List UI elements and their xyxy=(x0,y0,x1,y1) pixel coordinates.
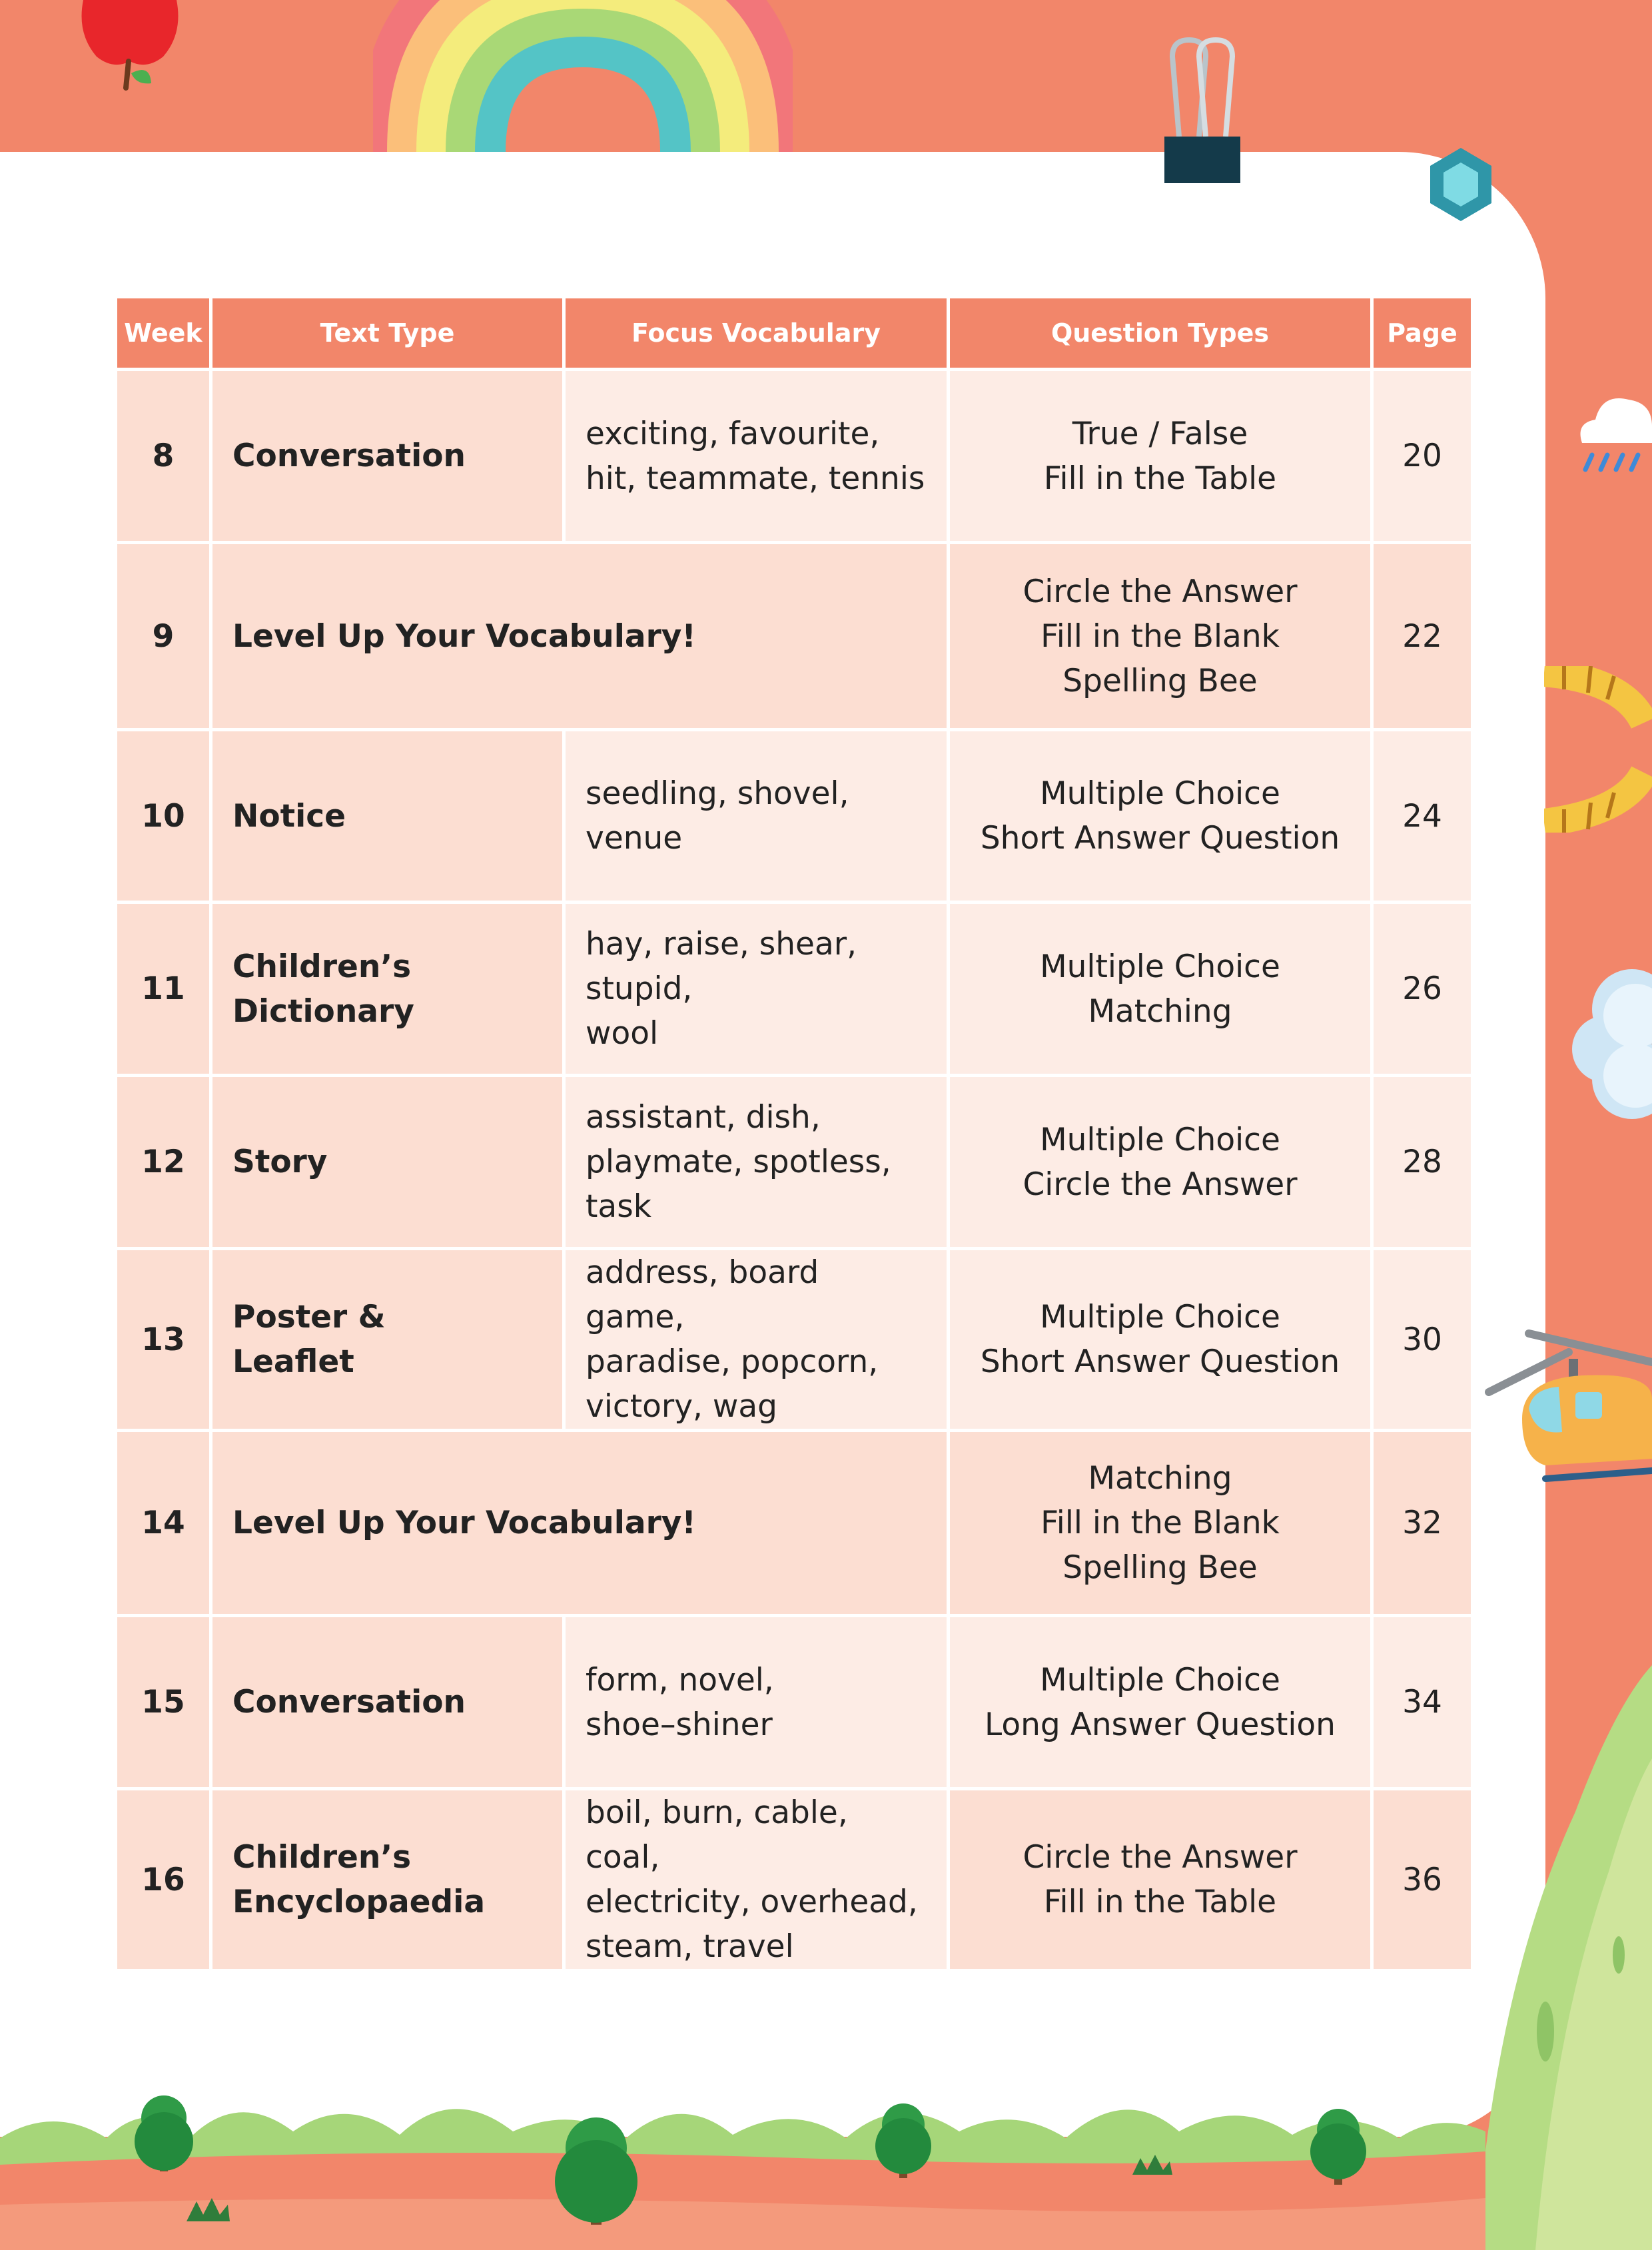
rainbow-icon xyxy=(373,0,793,152)
text-type: Story xyxy=(212,1077,566,1250)
table-row xyxy=(117,1790,1471,1969)
table-row xyxy=(117,1077,1471,1250)
table-row xyxy=(117,1250,1471,1432)
text-type: Conversation xyxy=(212,371,566,544)
rain-cloud-icon xyxy=(1575,376,1652,483)
contents-table xyxy=(117,298,1471,1969)
tree-icon xyxy=(135,2095,193,2171)
question-types: Circle the Answer Fill in the Blank Spelling Bee xyxy=(950,544,1374,731)
hill-icon xyxy=(1475,1652,1652,2250)
header-page: Page xyxy=(1374,298,1471,371)
focus-vocabulary: boil, burn, cable, coal, electricity, overhead, steam, travel xyxy=(566,1790,950,1969)
week-number: 10 xyxy=(117,731,212,904)
page-number: 26 xyxy=(1374,904,1471,1077)
helicopter-icon xyxy=(1482,1325,1652,1502)
week-number: 16 xyxy=(117,1790,212,1969)
table-row xyxy=(117,371,1471,544)
apple-icon xyxy=(70,0,190,93)
page-number: 30 xyxy=(1374,1250,1471,1432)
page-number: 24 xyxy=(1374,731,1471,904)
page-number: 20 xyxy=(1374,371,1471,544)
question-types: Multiple Choice Matching xyxy=(950,904,1374,1077)
week-number: 15 xyxy=(117,1617,212,1790)
text-type: Conversation xyxy=(212,1617,566,1790)
week-number: 8 xyxy=(117,371,212,544)
question-types: Multiple Choice Circle the Answer xyxy=(950,1077,1374,1250)
question-types: Circle the Answer Fill in the Table xyxy=(950,1790,1374,1969)
focus-vocabulary: address, board game, paradise, popcorn, victory, wag xyxy=(566,1250,950,1432)
table-row xyxy=(117,1432,1471,1617)
header-text-type: Text Type xyxy=(212,298,566,371)
focus-vocabulary: seedling, shovel, venue xyxy=(566,731,950,904)
text-type: Children’s Encyclopaedia xyxy=(212,1790,566,1969)
table-row xyxy=(117,544,1471,731)
question-types: Multiple Choice Short Answer Question xyxy=(950,1250,1374,1432)
text-type: Level Up Your Vocabulary! xyxy=(212,544,950,731)
page-number: 34 xyxy=(1374,1617,1471,1790)
question-types: True / False Fill in the Table xyxy=(950,371,1374,544)
page-number: 22 xyxy=(1374,544,1471,731)
header-focus-vocabulary: Focus Vocabulary xyxy=(566,298,950,371)
striped-tail-icon xyxy=(1544,666,1652,833)
page-number: 32 xyxy=(1374,1432,1471,1617)
text-type: Notice xyxy=(212,731,566,904)
gem-icon xyxy=(1428,148,1494,221)
week-number: 14 xyxy=(117,1432,212,1617)
question-types: Matching Fill in the Blank Spelling Bee xyxy=(950,1432,1374,1617)
question-types: Multiple Choice Long Answer Question xyxy=(950,1617,1374,1790)
text-type: Children’s Dictionary xyxy=(212,904,566,1077)
focus-vocabulary: assistant, dish, playmate, spotless, task xyxy=(566,1077,950,1250)
focus-vocabulary: hay, raise, shear, stupid, wool xyxy=(566,904,950,1077)
ground-scene xyxy=(0,2065,1485,2250)
week-number: 9 xyxy=(117,544,212,731)
header-week: Week xyxy=(117,298,212,371)
page-number: 28 xyxy=(1374,1077,1471,1250)
table-header-row xyxy=(117,298,1471,371)
week-number: 12 xyxy=(117,1077,212,1250)
text-type: Level Up Your Vocabulary! xyxy=(212,1432,950,1617)
cloud-icon xyxy=(1569,969,1652,1126)
week-number: 11 xyxy=(117,904,212,1077)
focus-vocabulary: form, novel, shoe–shiner xyxy=(566,1617,950,1790)
page-number: 36 xyxy=(1374,1790,1471,1969)
question-types: Multiple Choice Short Answer Question xyxy=(950,731,1374,904)
header-question-types: Question Types xyxy=(950,298,1374,371)
week-number: 13 xyxy=(117,1250,212,1432)
table-row xyxy=(117,731,1471,904)
focus-vocabulary: exciting, favourite, hit, teammate, tennis xyxy=(566,371,950,544)
text-type: Poster & Leaflet xyxy=(212,1250,566,1432)
table-row xyxy=(117,1617,1471,1790)
table-row xyxy=(117,904,1471,1077)
binder-clip-icon xyxy=(1159,37,1246,187)
